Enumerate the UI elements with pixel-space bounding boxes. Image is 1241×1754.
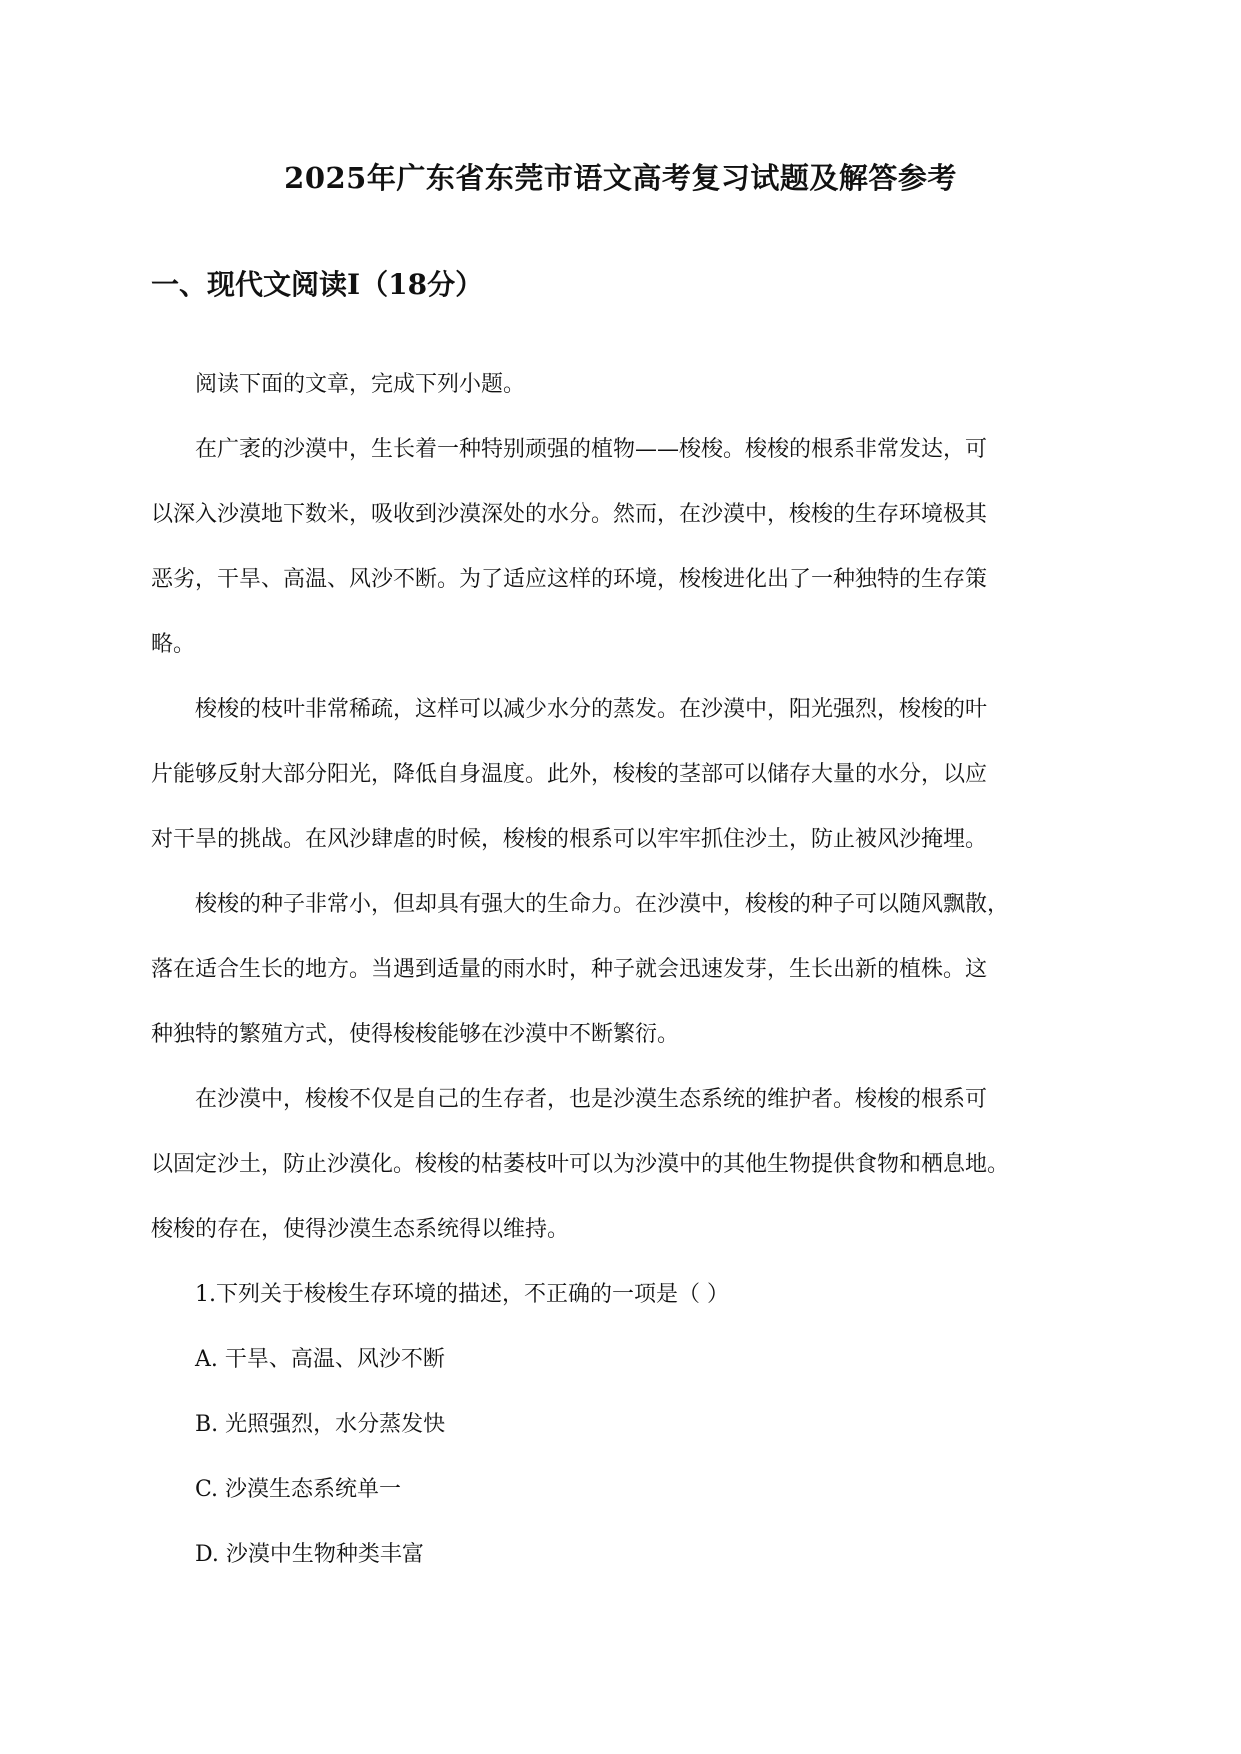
passage-paragraph-1 — [151, 417, 1091, 677]
paragraph-line: 落在适合生长的地方。当遇到适量的雨水时，种子就会迅速发芽，生长出新的植株。这 — [151, 957, 988, 982]
passage-paragraph-2 — [151, 677, 1091, 872]
paragraph-line: 在广袤的沙漠中，生长着一种特别顽强的植物——梭梭。梭梭的根系非常发达，可 — [195, 437, 988, 462]
paragraph-line: 梭梭的种子非常小，但却具有强大的生命力。在沙漠中，梭梭的种子可以随风飘散， — [195, 892, 1010, 917]
passage-paragraph-4 — [151, 1067, 1091, 1262]
paragraph-line: 种独特的繁殖方式，使得梭梭能够在沙漠中不断繁衍。 — [151, 1022, 680, 1047]
passage-paragraph-3 — [151, 872, 1091, 1067]
instruction-text: 阅读下面的文章，完成下列小题。 — [195, 372, 526, 397]
paragraph-line: 以深入沙漠地下数米，吸收到沙漠深处的水分。然而，在沙漠中，梭梭的生存环境极其 — [151, 502, 988, 527]
reading-passage — [151, 352, 1091, 1587]
paragraph-line: 梭梭的枝叶非常稀疏，这样可以减少水分的蒸发。在沙漠中，阳光强烈，梭梭的叶 — [195, 697, 988, 722]
paragraph-line: 恶劣，干旱、高温、风沙不断。为了适应这样的环境，梭梭进化出了一种独特的生存策 — [151, 567, 988, 592]
question-option-c: C. 沙漠生态系统单一 — [195, 1477, 402, 1502]
paragraph-line: 在沙漠中，梭梭不仅是自己的生存者，也是沙漠生态系统的维护者。梭梭的根系可 — [195, 1087, 988, 1112]
paragraph-line: 对干旱的挑战。在风沙肆虐的时候，梭梭的根系可以牢牢抓住沙土，防止被风沙掩埋。 — [151, 827, 988, 852]
question-option-b: B. 光照强烈，水分蒸发快 — [195, 1412, 446, 1437]
document-title: 2025年广东省东莞市语文高考复习试题及解答参考 — [284, 161, 957, 195]
question-stem: 1.下列关于梭梭生存环境的描述，不正确的一项是（ ） — [195, 1282, 729, 1307]
section-heading: 一、现代文阅读Ⅰ（18分） — [151, 268, 484, 301]
paragraph-line: 片能够反射大部分阳光，降低自身温度。此外，梭梭的茎部可以储存大量的水分，以应 — [151, 762, 988, 787]
paragraph-line: 略。 — [151, 632, 196, 657]
question-option-a: A. 干旱、高温、风沙不断 — [195, 1347, 445, 1372]
question-option-d: D. 沙漠中生物种类丰富 — [195, 1542, 424, 1567]
paragraph-line: 以固定沙土，防止沙漠化。梭梭的枯萎枝叶可以为沙漠中的其他生物提供食物和栖息地。 — [151, 1152, 1010, 1177]
paragraph-line: 梭梭的存在，使得沙漠生态系统得以维持。 — [151, 1217, 570, 1242]
